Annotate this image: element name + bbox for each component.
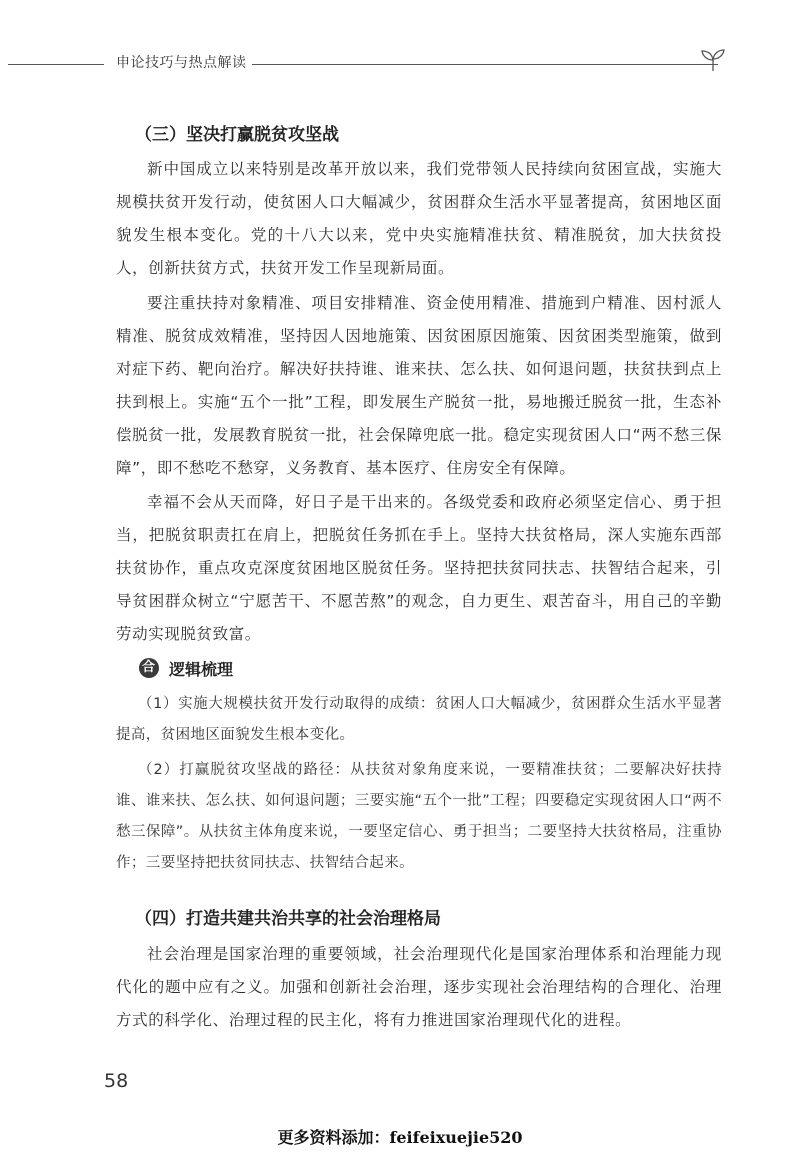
page-number: 58 [104,1070,129,1092]
header-rule-right [252,64,718,65]
section-3-paragraph-2: 要注重扶持对象精准、项目安排精准、资金使用精准、措施到户精准、因村派人精准、脱贫成效精准，坚持因人因地施策、因贫困原因施策、因贫困类型施策，做到对症下药、靶向治疗。解决好扶持谁、谁来扶、怎么扶、如何退问题，扶贫扶到点上扶到根上。实施“五个一批”工程，即发展生产脱贫一批，易地搬迁脱贫一批，生态补偿脱贫一批，发展教育脱贫一批，社会保障兜底一批。稳定实现贫困人口“两不愁三保障”，即不愁吃不愁穿，义务教育、基本医疗、住房安全有保障。 [116,294,722,477]
running-header [0,48,800,78]
footer-note: 更多资料添加：feifeixuejie520 [277,1128,523,1147]
logic-item-1: （1）实施大规模扶贫开发行动取得的成绩：贫困人口大幅减少，贫困群众生活水平显著提高，贫困地区面貌发生根本变化。 [116,696,722,743]
logic-badge-icon [139,658,159,678]
sprout-icon [700,48,726,72]
section-3-heading: （三）坚决打赢脱贫攻坚战 [135,125,339,145]
header-rule-left [8,64,104,65]
section-4-heading: （四）打造共建共治共享的社会治理格局 [135,909,441,929]
section-4-paragraph-1: 社会治理是国家治理的重要领域，社会治理现代化是国家治理体系和治理能力现代化的题中应有之义。加强和创新社会治理，逐步实现社会治理结构的合理化、治理方式的科学化、治理过程的民主化，将有力推进国家治理现代化的进程。 [116,945,722,1029]
section-3-paragraph-1: 新中国成立以来特别是改革开放以来，我们党带领人民持续向贫困宣战，实施大规模扶贫开发行动，使贫困人口大幅减少，贫困群众生活水平显著提高，贫困地区面貌发生根本变化。党的十八大以来，党中央实施精准扶贫、精准脱贫，加大扶贫投人，创新扶贫方式，扶贫开发工作呈现新局面。 [116,160,722,277]
section-3-paragraph-3: 幸福不会从天而降，好日子是干出来的。各级党委和政府必须坚定信心、勇于担当，把脱贫职责扛在肩上，把脱贫任务抓在手上。坚持大扶贫格局，深人实施东西部扶贫协作，重点攻克深度贫困地区脱贫任务。坚持把扶贫同扶志、扶智结合起来，引导贫困群众树立“宁愿苦干、不愿苦熬”的观念，自力更生、艰苦奋斗，用自己的辛勤劳动实现脱贫致富。 [116,493,722,643]
header-title: 申论技巧与热点解读 [116,55,247,71]
logic-heading-label: 逻辑梳理 [169,660,234,679]
logic-badge-char: 合 [142,660,156,675]
logic-item-2: （2）打赢脱贫攻坚战的路径：从扶贫对象角度来说，一要精准扶贫；二要解决好扶持谁、谁来扶、怎么扶、如何退问题；三要实施“五个一批”工程；四要稳定实现贫困人口“两不愁三保障”。从扶贫主体角度来说，一要坚定信心、勇于担当；二要坚持大扶贫格局，注重协作；三要坚持把扶贫同扶志、扶智结合起来。 [116,762,722,871]
